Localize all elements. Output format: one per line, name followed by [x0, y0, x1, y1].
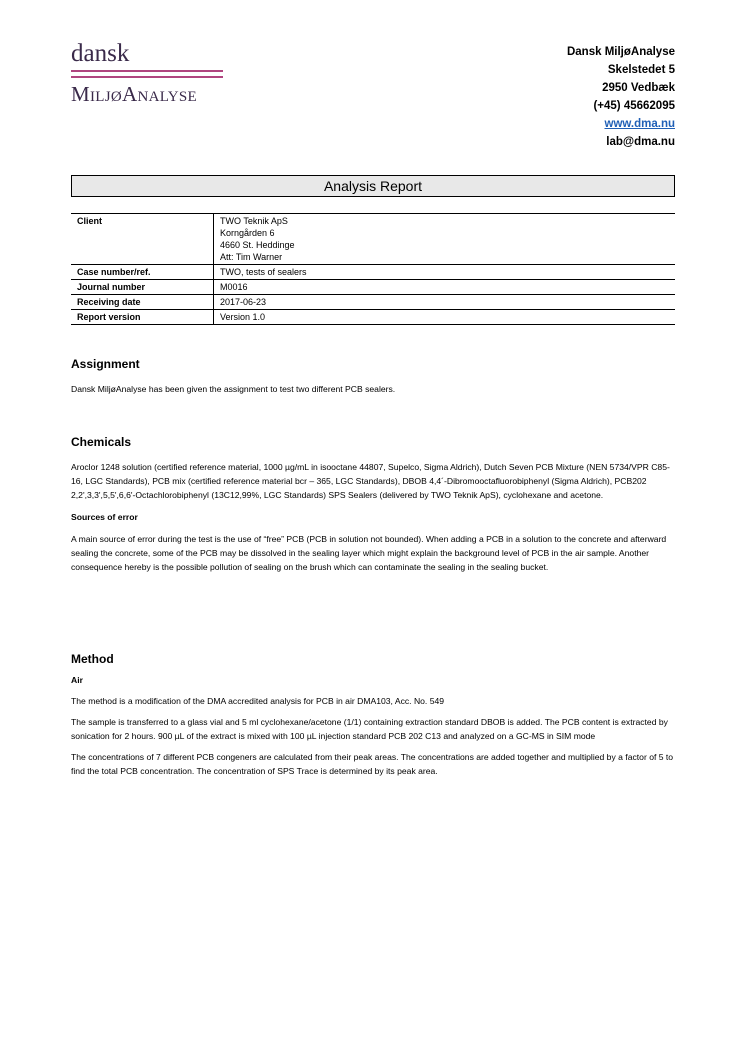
company-logo [71, 40, 223, 106]
chemicals-heading: Chemicals [71, 435, 132, 449]
report-info-table [71, 213, 675, 325]
method-paragraph: The sample is transferred to a glass vial and 5 ml cyclohexane/acetone (1/1) containing extraction standard DBOB is added. The PCB content is extracted by sonication for 2 hours. 900 µL of the extract is mixed with 100 µL injection standard PCB 202 C13 and analyzed on a GC-MS in SIM mode [71, 717, 668, 741]
version-value: Version 1.0 [220, 312, 266, 322]
table-row [71, 265, 675, 280]
logo-word-miljoanalyse: MiljøAnalyse [71, 82, 197, 106]
company-website-link[interactable]: www.dma.nu [604, 118, 675, 130]
version-label: Report version [71, 310, 214, 325]
table-row [71, 214, 675, 265]
assignment-section [71, 356, 675, 396]
method-paragraph: The method is a modification of the DMA accredited analysis for PCB in air DMA103, Acc. No. 549 [71, 696, 445, 706]
sources-of-error-heading: Sources of error [71, 512, 138, 522]
company-street: Skelstedet 5 [607, 64, 675, 76]
client-line: TWO Teknik ApS [220, 216, 288, 226]
logo-divider-2 [71, 76, 223, 78]
report-title: Analysis Report [71, 175, 675, 197]
chemicals-section [71, 434, 675, 574]
client-value [214, 214, 676, 265]
assignment-heading: Assignment [71, 357, 140, 371]
client-line: 4660 St. Heddinge [220, 240, 295, 250]
receiving-label: Receiving date [71, 295, 214, 310]
journal-label: Journal number [71, 280, 214, 295]
client-line: Korngården 6 [220, 228, 275, 238]
table-row [71, 295, 675, 310]
logo-divider [71, 70, 223, 72]
company-city: 2950 Vedbæk [602, 82, 675, 94]
case-value: TWO, tests of sealers [220, 267, 307, 277]
method-section [71, 651, 675, 778]
method-heading: Method [71, 652, 114, 666]
logo-word-dansk: dansk [71, 40, 130, 67]
client-label: Client [71, 214, 214, 265]
table-row [71, 280, 675, 295]
client-line: Att: Tim Warner [220, 252, 283, 262]
table-row [71, 310, 675, 325]
journal-value: M0016 [220, 282, 248, 292]
assignment-text: Dansk MiljøAnalyse has been given the assignment to test two different PCB sealers. [71, 384, 396, 394]
receiving-value: 2017-06-23 [220, 297, 267, 307]
sources-of-error-text: A main source of error during the test is the use of “free” PCB (PCB in solution not bounded). When adding a PCB in a solution to the concrete and afterward sealing the concrete, some of the PCB may be dissolved in the sealing layer which might explain the background level of PCB in the air sample. Another consequence hereby is the possible pollution of sealing on the brush which can contaminate the sealing in the sealing bucket. [71, 534, 667, 572]
company-email: lab@dma.nu [606, 136, 675, 148]
method-paragraph: The concentrations of 7 different PCB congeners are calculated from their peak areas. The concentrations are added together and multiplied by a factor of 5 to find the total PCB concentration. The concentration of SPS Trace is determined by its peak area. [71, 752, 674, 776]
air-heading: Air [71, 675, 83, 685]
company-phone: (+45) 45662095 [593, 100, 675, 112]
company-name: Dansk MiljøAnalyse [566, 46, 675, 58]
case-label: Case number/ref. [71, 265, 214, 280]
company-address [567, 43, 675, 151]
chemicals-text: Aroclor 1248 solution (certified reference material, 1000 µg/mL in isooctane 44807, Supelco, Sigma Aldrich), Dutch Seven PCB Mixture (NEN 5734/VPR C85-16, LGC Standards), PCB mix (certified reference material bcr – 365, LGC Standards), DBOB 4,4´-Dibromooctafluorobiphenyl (Sigma Aldrich), PCB202 2,2',3,3',5,5',6,6'-Octachlorobiphenyl (13C12,99%, LGC Standards) SPS Sealers (delivered by TWO Teknik ApS), cyclohexane and acetone. [71, 462, 670, 500]
